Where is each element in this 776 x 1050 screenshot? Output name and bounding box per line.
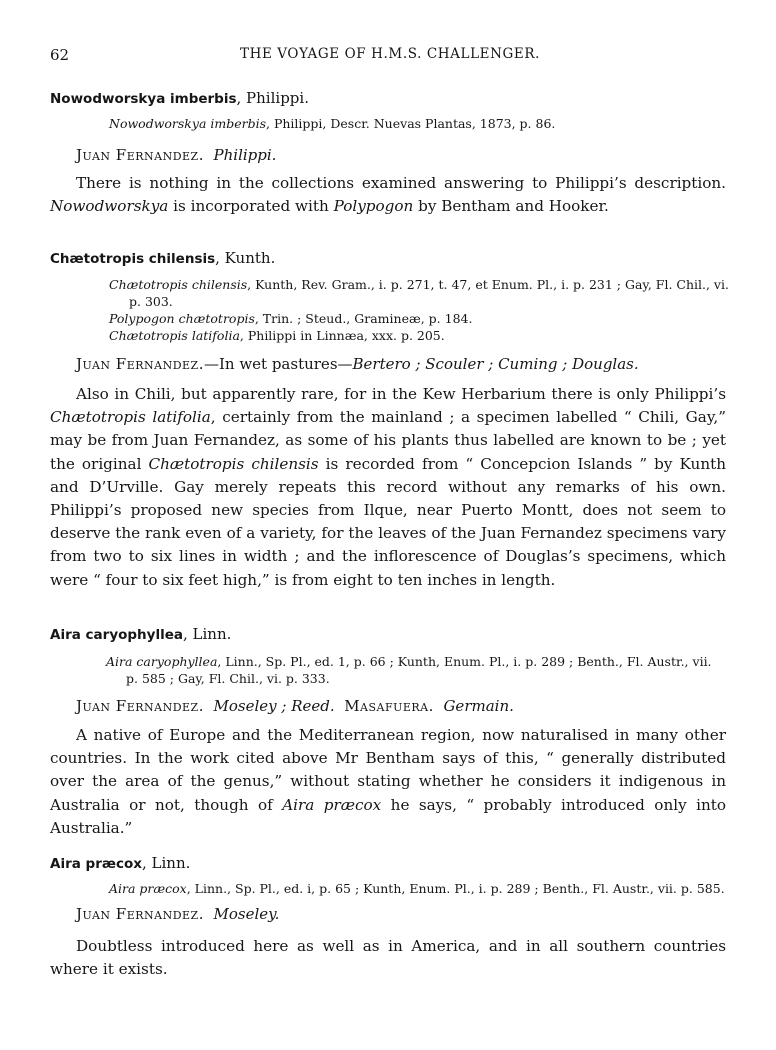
synonymy <box>109 880 734 897</box>
species-description <box>50 383 726 592</box>
species-description <box>50 724 726 840</box>
locality-place: Juan Fernandez. <box>76 146 204 164</box>
synonym-reference: Nowodworskya imberbis, Philippi, Descr. Nuevas Plantas, 1873, p. 86. <box>109 116 556 131</box>
locality-line <box>76 905 279 923</box>
species-heading <box>50 248 730 267</box>
description-paragraph: Doubtless introduced here as well as in America, and in all southern countries where it exists. <box>50 937 726 979</box>
locality-collectors: Bertero ; Scouler ; Cuming ; Douglas. <box>352 355 639 373</box>
species-authority: , Linn. <box>182 625 232 643</box>
synonym-reference: Aira præcox, Linn., Sp. Pl., ed. i, p. 65 ; Kunth, Enum. Pl., i. p. 289 ; Benth., Fl. Austr., vii. p. 585. <box>109 881 725 896</box>
species-authority: , Kunth. <box>215 249 276 267</box>
description-paragraph: Also in Chili, but apparently rare, for in the Kew Herbarium there is only Philippi’s Chætotropis latifolia, certainly from the mainland ; a specimen labelled “ Chili, Gay,” may be from Juan Fernandez, as some of his plants thus labelled are known to be ; yet the original Chætotropis chilensis is recorded from “ Concepcion Islands ” by Kunth and D’Urville. Gay merely repeats this record without any remarks of his own. Philippi’s proposed new species from Ilque, near Puerto Montt, does not seem to deserve the rank even of a variety, for the leaves of the Juan Fernandez specimens vary from two to six lines in width ; and the inflorescence of Douglas’s specimens, which were “ four to six feet high,” is from eight to ten inches in length. <box>50 385 726 589</box>
page-number: 62 <box>50 46 70 64</box>
running-title: THE VOYAGE OF H.M.S. CHALLENGER. <box>239 46 541 62</box>
synonym-reference: Chætotropis chilensis, Kunth, Rev. Gram., i. p. 271, t. 47, et Enum. Pl., i. p. 231 ; Gay, Fl. Chil., vi. p. 303. <box>109 277 729 309</box>
synonym-reference: Aira caryophyllea, Linn., Sp. Pl., ed. 1, p. 66 ; Kunth, Enum. Pl., i. p. 289 ; Benth., Fl. Austr., vii. p. 585 ; Gay, Fl. Chil., vi. p. 333. <box>106 654 712 686</box>
species-description <box>50 172 726 218</box>
description-paragraph: A native of Europe and the Mediterranean region, now naturalised in many other countries. In the work cited above Mr Bentham says of this, “ generally distributed over the area of the genus,” without stating whether he considers it indigenous in Australia or not, though of Aira præcox he says, “ probably introduced only into Australia.” <box>50 726 726 837</box>
species-heading <box>50 624 730 643</box>
description-paragraph: There is nothing in the collections examined answering to Philippi’s description. Nowodworskya is incorporated with Polypogon by Bentham and Hooker. <box>50 174 726 216</box>
species-name: Chætotropis chilensis <box>50 251 216 267</box>
synonymy <box>109 115 729 132</box>
species-heading <box>50 88 730 107</box>
locality-habitat: —In wet pastures— <box>203 355 353 373</box>
species-name: Aira præcox <box>50 856 142 872</box>
species-description <box>50 935 726 981</box>
species-name: Nowodworskya imberbis <box>50 91 237 107</box>
locality-line <box>76 355 639 373</box>
locality-collectors-2: Germain. <box>443 697 514 715</box>
synonymy <box>109 276 729 344</box>
locality-place: Juan Fernandez. <box>76 697 204 715</box>
species-name: Aira caryophyllea <box>50 627 183 643</box>
locality-place: Juan Fernandez. <box>76 355 204 373</box>
page-header <box>50 46 730 68</box>
locality-place: Juan Fernandez. <box>76 905 204 923</box>
locality-place-2: Masafuera. <box>344 697 434 715</box>
species-authority: , Philippi. <box>236 89 309 107</box>
synonym-reference: Chætotropis latifolia, Philippi in Linnæa, xxx. p. 205. <box>109 328 445 343</box>
locality-collectors: Philippi. <box>213 146 277 164</box>
synonym-reference: Polypogon chætotropis, Trin. ; Steud., Gramineæ, p. 184. <box>109 311 473 326</box>
species-heading <box>50 853 730 872</box>
locality-line <box>76 146 276 164</box>
locality-collectors: Moseley ; Reed. <box>213 697 335 715</box>
locality-collectors: Moseley. <box>213 905 280 923</box>
locality-line <box>76 697 514 715</box>
species-authority: , Linn. <box>142 854 191 872</box>
synonymy <box>106 653 726 687</box>
